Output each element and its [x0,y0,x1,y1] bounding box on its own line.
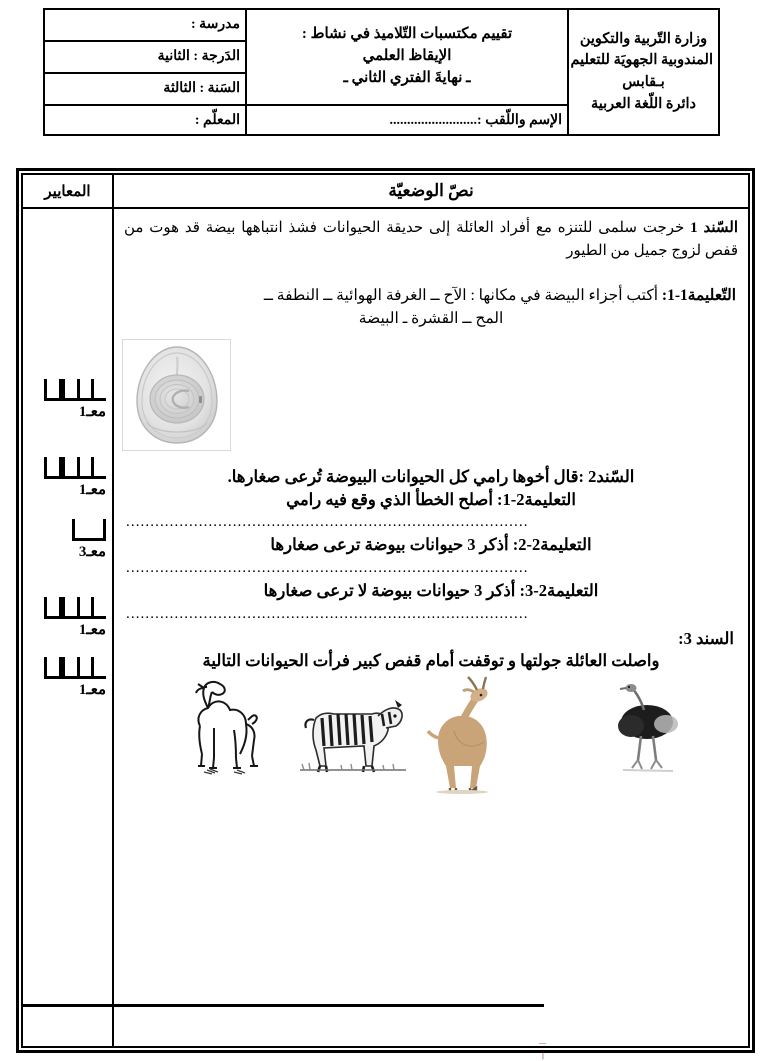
criterion-cell[interactable] [62,597,77,619]
support-1-label: السّند 1 [690,220,738,236]
instruction-1-1 [126,284,736,331]
period-name: ـ نهايةَ الفتري الثاني ـ [343,69,471,86]
ministry-block [568,9,719,135]
criterion-boxes-3[interactable] [72,519,106,541]
criterion-cell[interactable] [77,657,92,679]
instruction-1-1-label: التّعليمة1-1: [661,287,736,304]
criterion-boxes-5[interactable] [44,657,106,679]
worksheet-main-frame [16,168,755,1060]
instruction-2-2-text: أذكر 3 حيوانات بيوضة ترعى صغارها [270,535,509,555]
answer-line-1[interactable]: ................................................................................... [126,515,529,530]
criterion-cell[interactable] [62,657,77,679]
criterion-cell[interactable] [91,457,106,479]
criterion-cell[interactable] [91,657,106,679]
criterion-cell[interactable] [62,457,77,479]
zebra-image [294,688,410,779]
criterion-boxes-4[interactable] [44,597,106,619]
instruction-2-2 [128,533,734,558]
zebra-icon [294,688,410,774]
instruction-2-3 [128,579,734,604]
student-name-field[interactable]: الإسم واللّقب :......................... [246,105,568,135]
subject-name: الإيقاظ العلمي [362,48,452,65]
support-3-text: واصلت العائلة جولتها و توقفت أمام قفص كبير فرأت الحيوانات التالية [202,650,660,670]
criterion-cell[interactable] [44,657,62,679]
support-2-label: السّند2 : [578,466,635,486]
column-header-situation: نصّ الوضعيّة [114,175,748,209]
criterion-cell[interactable] [44,457,62,479]
gazelle-image [414,676,510,799]
criterion-cell[interactable] [91,379,106,401]
criterion-label-1: معـ1 [78,404,106,420]
instruction-2-3-label: التعليمة2-3: [519,581,599,601]
egg-cross-section-icon [127,343,227,447]
criterion-cell[interactable] [72,519,106,541]
animals-illustration-row [122,681,740,801]
criterion-cell[interactable] [91,597,106,619]
criterion-mark-3[interactable] [28,519,106,561]
criterion-boxes-1[interactable] [44,379,106,401]
egg-diagram-frame [122,339,231,451]
ostrich-icon [611,682,685,774]
egg-diagram-block [122,339,740,451]
assessment-title-block [246,9,568,105]
header-table [43,8,720,136]
regional-delegation: المندوبية الجهويَة للتعليم [570,52,713,69]
camel-icon [174,674,270,778]
instruction-2-1 [128,488,734,512]
school-field[interactable]: مدرسة : [44,9,246,41]
criterion-label-5: معـ1 [78,682,106,698]
stray-mark-2: ׀ [541,1052,545,1060]
grade-field[interactable]: الدَرجة : الثانية [44,41,246,73]
criterion-boxes-2[interactable] [44,457,106,479]
column-header-criteria: المعايير [23,175,112,209]
instruction-2-1-text: أصلح الخطأ الذي وقع فيه رامي [286,490,493,510]
criterion-label-2: معـ1 [78,482,106,498]
document-header [43,8,720,136]
criterion-cell[interactable] [44,379,62,401]
instruction-2-1-label: التعليمة2-1: [497,490,576,510]
ministry-name: وزارة التّربية والتكوين [579,30,708,47]
criteria-body [23,209,112,1046]
support-1-text: خرجت سلمى للتنزه مع أفراد العائلة إلى حديقة الحيوانات فشذ انتباهها بيضة قد هوت من قفص لزوج جميل من الطيور [124,220,738,259]
criteria-column [23,175,114,1046]
criterion-mark-2[interactable] [28,457,106,499]
criterion-cell[interactable] [62,379,77,401]
bottom-row-divider [114,1004,544,1007]
criterion-mark-4[interactable] [28,597,106,639]
criterion-label-4: معـ1 [78,622,106,638]
support-2-paragraph [128,465,734,489]
stray-mark: — [539,1039,546,1047]
camel-image [174,674,270,783]
criterion-mark-5[interactable] [28,657,106,699]
situation-body [114,209,748,1060]
support-2-text: قال أخوها رامي كل الحيوانات البيوضة تُرعى صغارها. [227,466,579,486]
instruction-2-2-label: التعليمة2-2: [512,535,592,555]
instruction-2-3-text: أذكر 3 حيوانات بيوضة لا ترعى صغارها [263,581,516,601]
support-1-paragraph [124,217,738,262]
criterion-label-3: معـ3 [78,544,106,560]
assessment-title: تقييم مكتسبات التّلاميذ في نشاط : [301,26,513,43]
support-3-label: السند 3: [678,628,734,648]
situation-text-column [114,175,748,1060]
criterion-cell[interactable] [77,379,92,401]
department-name: دائرة اللّغة العربية [590,95,696,112]
ostrich-image [611,682,685,779]
answer-line-3[interactable]: ................................................................................... [126,606,529,621]
teacher-field[interactable]: المعلّم : [44,105,246,135]
city-name: بـقابس [622,74,665,90]
criteria-bottom-divider [23,1004,112,1007]
instruction-1-1-text: أكتب أجزاء البيضة في مكانها : الآح ــ الغرفة الهوائية ــ النطفة ــ [263,287,659,304]
criterion-mark-1[interactable] [28,379,106,421]
criterion-cell[interactable] [77,597,92,619]
instruction-1-1-text-2: المح ــ القشرة ـ البيضة [358,310,504,328]
answer-line-2[interactable]: ................................................................................... [126,561,529,576]
worksheet-main-table [21,173,750,1060]
year-field[interactable]: السَنة : الثالثة [44,73,246,105]
gazelle-icon [414,676,510,794]
criterion-cell[interactable] [77,457,92,479]
criterion-cell[interactable] [44,597,62,619]
